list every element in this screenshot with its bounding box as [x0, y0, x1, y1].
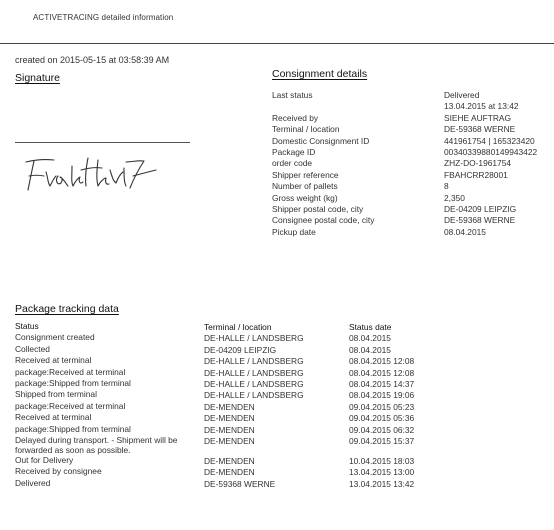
cell-date: 08.04.2015 12:08: [349, 367, 415, 378]
field-label: Received by: [272, 112, 319, 123]
cell-status: Received at terminal: [15, 412, 92, 423]
cell-location: DE-MENDEN: [204, 413, 255, 424]
cell-location: DE-04209 LEIPZIG: [204, 344, 277, 355]
field-value: DE-59368 WERNE: [444, 124, 516, 135]
consignment-details-title: Consignment details: [272, 68, 368, 80]
cell-status: package:Shipped from terminal: [15, 377, 131, 388]
field-value: FBAHCRR28001: [444, 169, 508, 180]
cell-status: package:Shipped from terminal: [15, 423, 131, 434]
cell-date: 08.04.2015: [349, 333, 391, 344]
cell-date: 09.04.2015 05:23: [349, 401, 415, 412]
column-header-location: Terminal / location: [204, 322, 272, 332]
cell-status: Consignment created: [15, 332, 95, 343]
signature-section-title: Signature: [15, 72, 60, 84]
cell-status: Collected: [15, 343, 50, 354]
cell-location: DE-HALLE / LANDSBERG: [204, 390, 304, 401]
field-value: 8: [444, 181, 449, 192]
field-value: 13.04.2015 at 13:42: [444, 101, 519, 112]
field-label: order code: [272, 158, 313, 169]
field-value: 08.04.2015: [444, 226, 486, 237]
field-value: 2,350: [444, 192, 465, 203]
field-value: DE-04209 LEIPZIG: [444, 204, 517, 215]
field-value: 00340339880149943422: [444, 147, 538, 158]
cell-location: DE-HALLE / LANDSBERG: [204, 333, 304, 344]
field-label: Package ID: [272, 147, 316, 158]
cell-date: 08.04.2015 14:37: [349, 378, 415, 389]
field-label: Consignee postal code, city: [272, 215, 375, 226]
header-divider: [0, 43, 554, 44]
column-header-status: Status: [15, 321, 39, 331]
handwritten-signature: [20, 148, 170, 196]
cell-status: Received by consignee: [15, 466, 102, 477]
package-tracking-title: Package tracking data: [15, 303, 119, 315]
field-label: Shipper postal code, city: [272, 204, 364, 215]
cell-status: package:Received at terminal: [15, 366, 126, 377]
cell-location: DE-MENDEN: [204, 467, 255, 478]
cell-location: DE-HALLE / LANDSBERG: [204, 356, 304, 367]
cell-status: Out for Delivery: [15, 454, 74, 465]
created-timestamp: created on 2015-05-15 at 03:58:39 AM: [15, 55, 170, 65]
field-value: Delivered: [444, 90, 480, 100]
cell-date: 09.04.2015 15:37: [349, 435, 415, 446]
cell-date: 08.04.2015 19:06: [349, 390, 415, 401]
cell-status: Delivered: [15, 477, 51, 488]
cell-status: Delayed during transport. - Shipment will be forwarded as soon as possible.: [15, 434, 178, 455]
cell-date: 09.04.2015 05:36: [349, 413, 415, 424]
cell-status: Received at terminal: [15, 355, 92, 366]
cell-location: DE-59368 WERNE: [204, 478, 276, 489]
cell-location: DE-MENDEN: [204, 424, 255, 435]
field-value: 441961754 | 165323420: [444, 135, 535, 146]
consignment-values: [444, 90, 537, 238]
field-value: ZHZ-DO-1961754: [444, 158, 512, 169]
signature-line: [15, 142, 190, 143]
cell-location: DE-MENDEN: [204, 455, 255, 466]
column-header-date: Status date: [349, 322, 392, 332]
field-label: Last status: [272, 90, 313, 100]
field-label: [272, 101, 374, 112]
field-label: Number of pallets: [272, 181, 338, 192]
cell-date: 10.04.2015 18:03: [349, 455, 415, 466]
cell-status: package:Received at terminal: [15, 400, 126, 411]
field-label: Gross weight (kg): [272, 192, 338, 203]
cell-date: 09.04.2015 06:32: [349, 424, 415, 435]
cell-date: 08.04.2015: [349, 344, 391, 355]
cell-status: Shipped from terminal: [15, 389, 97, 400]
consignment-labels: [272, 90, 374, 238]
field-value: DE-59368 WERNE: [444, 215, 516, 226]
cell-location: DE-MENDEN: [204, 435, 255, 446]
field-label: Domestic Consignment ID: [272, 135, 370, 146]
cell-location: DE-MENDEN: [204, 401, 255, 412]
field-value: SIEHE AUFTRAG: [444, 112, 512, 123]
field-label: Terminal / location: [272, 124, 340, 135]
field-label: Shipper reference: [272, 169, 339, 180]
cell-location: DE-HALLE / LANDSBERG: [204, 367, 304, 378]
cell-location: DE-HALLE / LANDSBERG: [204, 378, 304, 389]
field-label: Pickup date: [272, 226, 316, 237]
page-header-title: ACTIVETRACING detailed information: [33, 13, 174, 22]
cell-date: 13.04.2015 13:00: [349, 467, 415, 478]
cell-date: 08.04.2015 12:08: [349, 356, 415, 367]
cell-date: 13.04.2015 13:42: [349, 478, 415, 489]
